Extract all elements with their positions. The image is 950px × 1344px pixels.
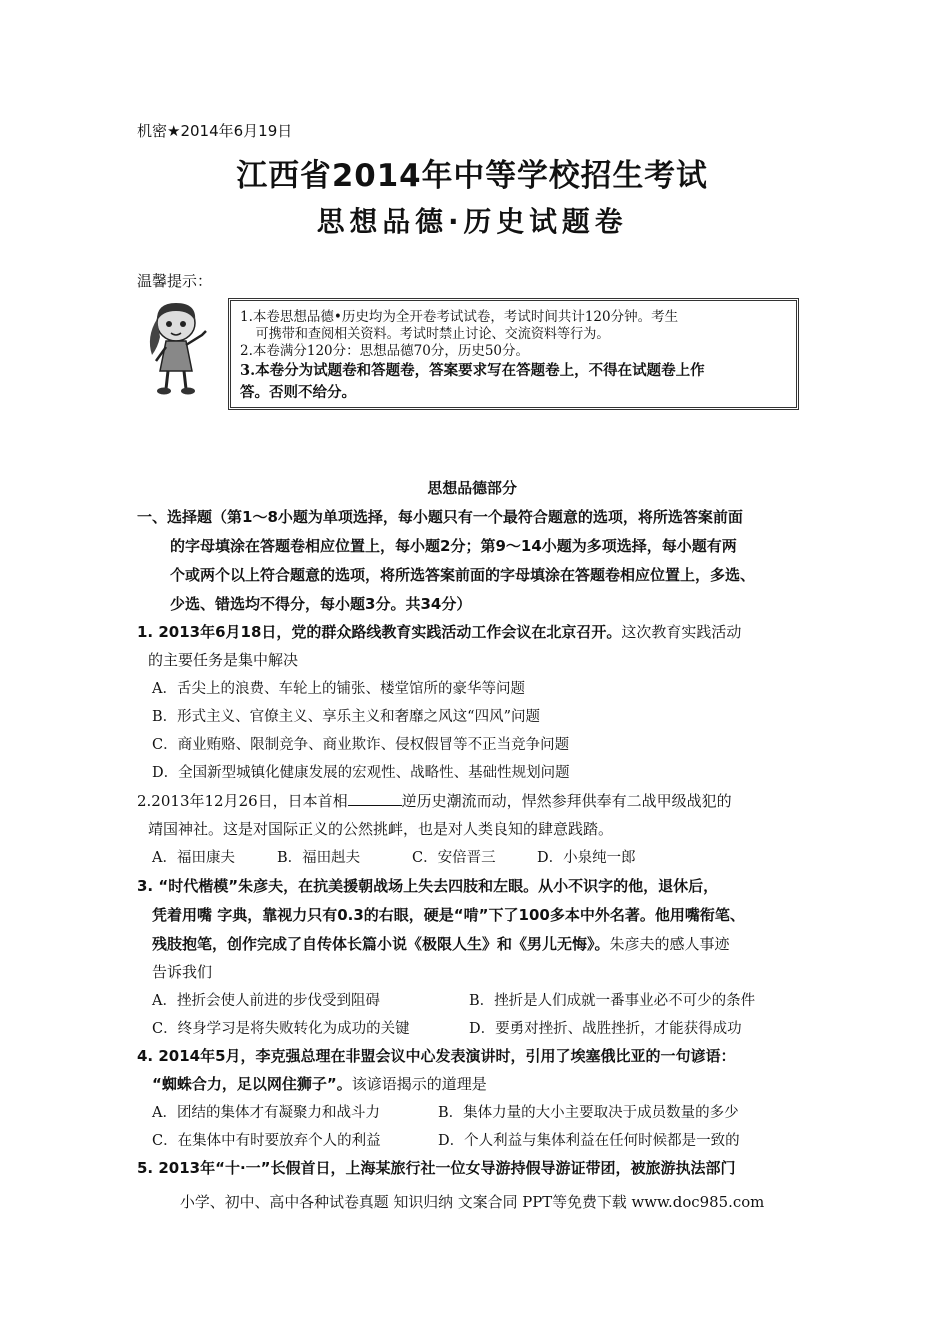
question-1-stem-line2: 的主要任务是集中解决 [148, 651, 299, 669]
question-2-stem [137, 790, 732, 811]
question-4-stem-line2 [152, 1073, 487, 1094]
footer-ad: 小学、初中、高中各种试卷真题 知识归纳 文案合同 PPT等免费下载 www.doc985.com [179, 1193, 765, 1211]
question-3-stem-line3-rest: 朱彦夫的感人事迹 [609, 935, 730, 953]
question-2-stem-part1: 2.2013年12月26日，日本首相 [137, 792, 348, 810]
question-2-option-b: B．福田赳夫 [277, 850, 361, 866]
exam-subtitle: 思想品德·历史试题卷 [316, 205, 628, 238]
tip-line-3: 3.本卷分为试题卷和答题卷，答案要求写在答题卷上，不得在试题卷上作 [240, 362, 705, 379]
question-4-option-b: B．集体力量的大小主要取决于成员数量的多少 [438, 1105, 739, 1121]
question-2-option-a: A．福田康夫 [152, 850, 235, 866]
tips-box [228, 298, 799, 410]
question-2-blank [348, 791, 402, 806]
question-5-stem: 5. 2013年“十·一”长假首日，上海某旅行社一位女导游持假导游证带团，被旅游执法部门 [137, 1159, 736, 1177]
question-3-option-b: B．挫折是人们成就一番事业必不可少的条件 [469, 993, 756, 1009]
tip-line-2: 2.本卷满分120分：思想品德70分，历史50分。 [240, 343, 530, 359]
question-1-option-d: D．全国新型城镇化健康发展的宏观性、战略性、基础性规划问题 [152, 765, 570, 781]
confidential-date: 机密★2014年6月19日 [137, 122, 293, 140]
tips-label: 温馨提示： [137, 272, 213, 290]
section-instruction: 一、选择题（第1～8小题为单项选择，每小题只有一个最符合题意的选项，将所选答案前面 [137, 508, 743, 526]
question-1-stem-rest: 这次教育实践活动 [621, 623, 742, 641]
question-3-option-d: D．要勇对挫折、战胜挫折，才能获得成功 [469, 1021, 742, 1037]
question-3-stem-line3-bold: 残肢抱笔，创作完成了自传体长篇小说《极限人生》和《男儿无悔》。 [152, 935, 610, 953]
question-3-stem: 3. “时代楷模”朱彦夫，在抗美援朝战场上失去四肢和左眼。从小不识字的他，退休后， [137, 877, 719, 895]
question-2-option-d: D．小泉纯一郎 [537, 850, 636, 866]
question-3-option-c: C．终身学习是将失败转化为成功的关键 [152, 1021, 410, 1037]
question-4-proverb: “蜘蛛合力，足以网住狮子”。 [152, 1075, 352, 1093]
question-1-option-c: C．商业贿赂、限制竞争、商业欺诈、侵权假冒等不正当竞争问题 [152, 737, 570, 753]
question-3-stem-line4: 告诉我们 [152, 963, 213, 981]
tip-line-1-cont: 可携带和查阅相关资料。考试时禁止讨论、交流资料等行为。 [255, 326, 610, 342]
question-2-option-c: C．安倍晋三 [412, 850, 496, 866]
section-title: 思想品德部分 [427, 479, 517, 497]
question-3-stem-line2: 凭着用嘴 字典，靠视力只有0.3的右眼，硬是“啃”下了100多本中外名著。他用嘴衔笔、 [152, 906, 745, 924]
section-instruction-line4: 少选、错选均不得分，每小题3分。共34分） [170, 595, 472, 613]
section-instruction-line2: 的字母填涂在答题卷相应位置上，每小题2分；第9～14小题为多项选择，每小题有两 [170, 537, 737, 555]
girl-illustration [140, 297, 216, 397]
question-4-option-c: C．在集体中有时要放弃个人的利益 [152, 1133, 381, 1149]
exam-title: 江西省2014年中等学校招生考试 [236, 158, 708, 194]
question-1-option-a: A．舌尖上的浪费、车轮上的铺张、楼堂馆所的豪华等问题 [152, 681, 525, 697]
question-4-option-a: A．团结的集体才有凝聚力和战斗力 [152, 1105, 380, 1121]
tip-line-1: 1.本卷思想品德•历史均为全开卷考试试卷，考试时间共计120分钟。考生 [240, 309, 679, 325]
question-4-stem-rest: 该谚语揭示的道理是 [351, 1075, 487, 1093]
question-3-stem-line3 [152, 933, 730, 954]
section-instruction-line3: 个或两个以上符合题意的选项，将所选答案前面的字母填涂在答题卷相应位置上，多选、 [170, 566, 756, 584]
question-3-option-a: A．挫折会使人前进的步伐受到阻碍 [152, 993, 380, 1009]
question-1-option-b: B．形式主义、官僚主义、享乐主义和奢靡之风这“四风”问题 [152, 709, 540, 725]
question-4-stem: 4. 2014年5月，李克强总理在非盟会议中心发表演讲时，引用了埃塞俄比亚的一句谚语： [137, 1047, 736, 1065]
question-1-stem [137, 621, 741, 642]
question-4-option-d: D．个人利益与集体利益在任何时候都是一致的 [438, 1133, 740, 1149]
tip-line-3-cont: 答。否则不给分。 [240, 384, 356, 401]
question-2-stem-line2: 靖国神社。这是对国际正义的公然挑衅，也是对人类良知的肆意践踏。 [148, 820, 614, 838]
question-2-stem-part2: 逆历史潮流而动，悍然参拜供奉有二战甲级战犯的 [401, 792, 732, 810]
question-1-stem-bold: 1. 2013年6月18日，党的群众路线教育实践活动工作会议在北京召开。 [137, 623, 622, 641]
